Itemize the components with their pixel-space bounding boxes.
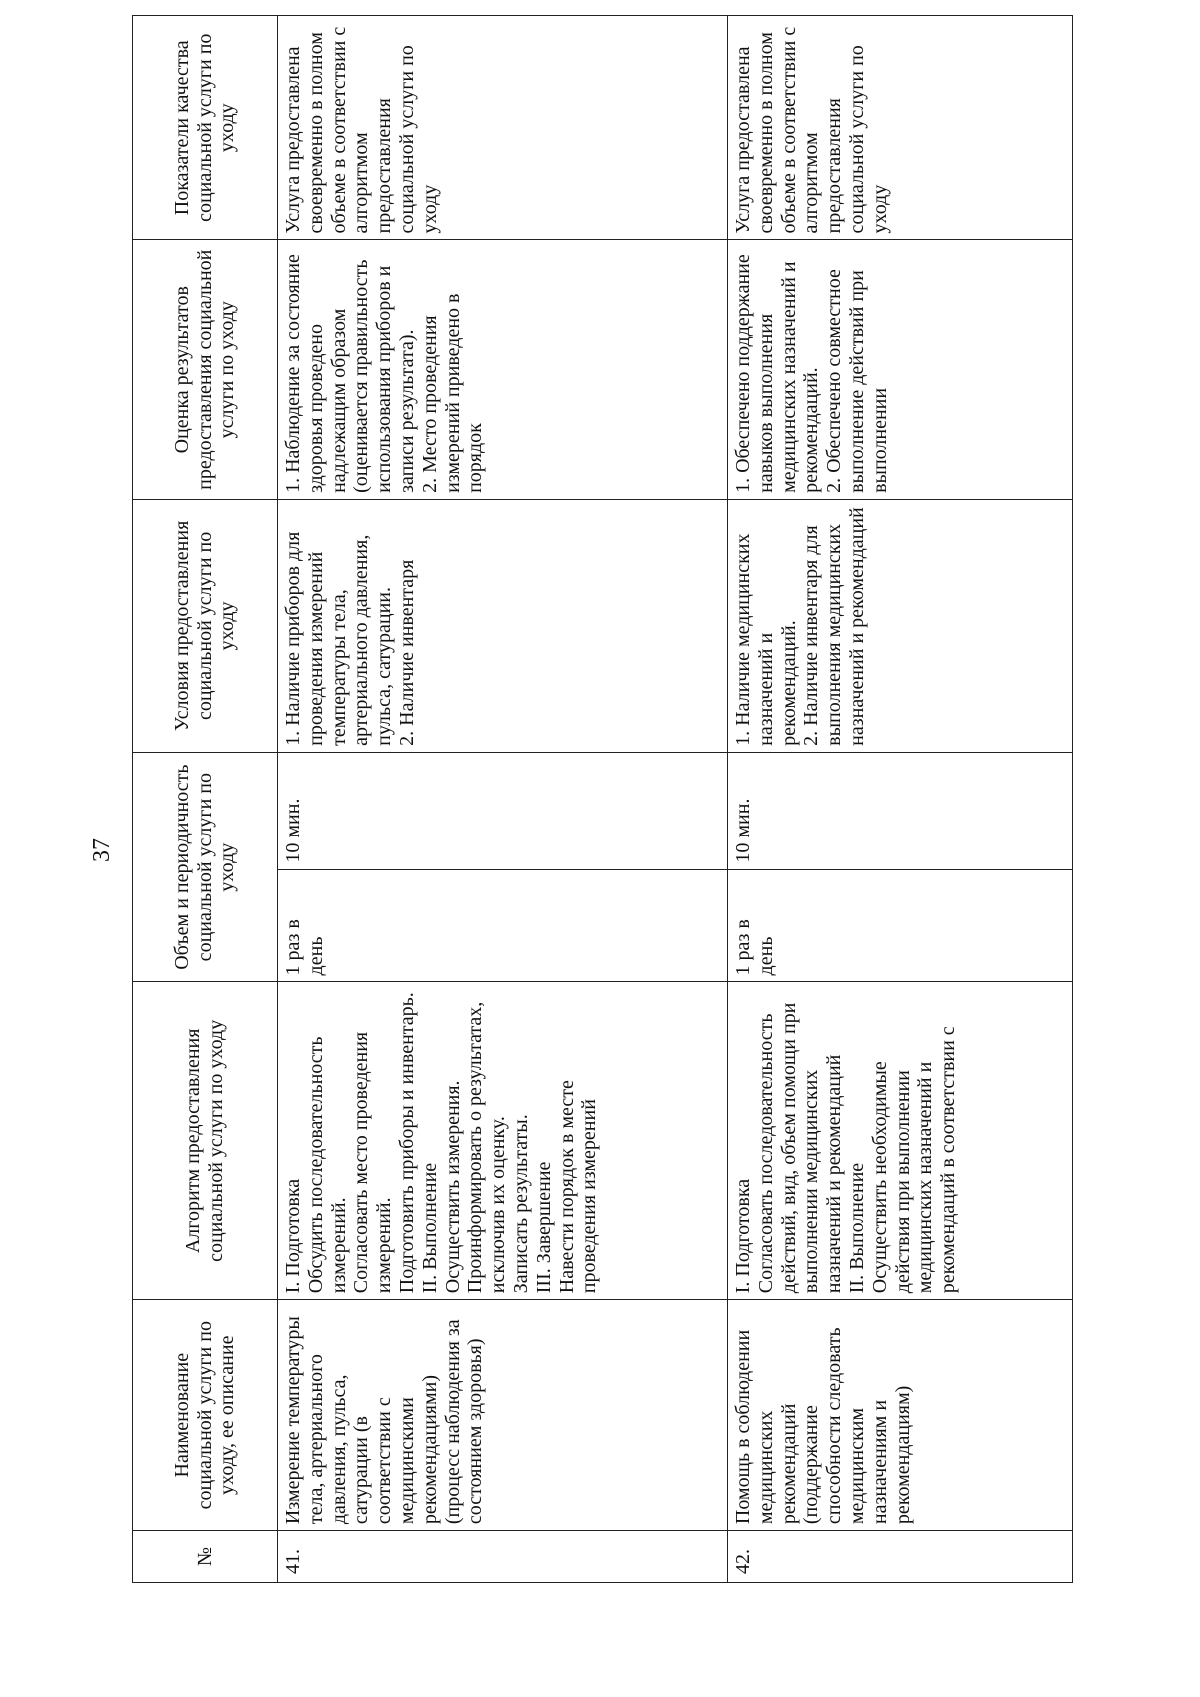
row-number: 42. xyxy=(728,1531,1073,1583)
quality-cell: Услуга предоставлена своевременно в полном объеме в соответствии с алгоритмом предоставления социальной услуги по уходу xyxy=(728,16,1073,241)
algorithm-line: Навести порядок в месте проведения измерений xyxy=(555,1080,601,1294)
header-algorithm: Алгоритм предоставления социальной услуги по уходу xyxy=(133,982,278,1300)
duration-cell: 10 мин. xyxy=(278,752,728,869)
evaluation-line: 2. Место проведения измерений приведено в порядок xyxy=(418,293,487,493)
frequency-cell: 1 раз в день xyxy=(728,869,1073,982)
algorithm-line: Записать результаты. xyxy=(509,1114,532,1294)
algorithm-line: Осуществить необходимые действия при выполнении медицинских назначений и рекомендаций в соответствии с xyxy=(868,1026,960,1294)
service-name: Измерение температуры тела, артериального давления, пульса, сатурации (в соответствии с медицинскими рекомендациями) (процесс наблюдения за состоянием здоровья) xyxy=(278,1300,728,1531)
evaluation-line: 2. Обеспечено совместное выполнение действий при выполнении xyxy=(823,269,891,493)
algorithm-line: I. Подготовка xyxy=(732,1178,754,1294)
algorithm-line: Обсудить последовательность измерений. xyxy=(304,1036,350,1294)
algorithm-line: III. Завершение xyxy=(532,1161,555,1294)
conditions-line: 1. Наличие медицинских назначений и рекомендаций. xyxy=(732,533,800,746)
algorithm-line: Согласовать место проведения измерений. xyxy=(350,1031,396,1294)
evaluation-cell xyxy=(728,240,1073,499)
table-row xyxy=(278,16,728,1583)
header-volume: Объем и периодичность социальной услуги по уходу xyxy=(133,752,278,982)
algorithm-cell xyxy=(728,982,1073,1300)
header-quality: Показатели качества социальной услуги по уходу xyxy=(133,16,278,241)
algorithm-line: II. Выполнение xyxy=(845,1162,868,1294)
service-name: Помощь в соблюдении медицинских рекомендаций (поддержание способности следовать медицинским назначениям и рекомендациям) xyxy=(728,1300,1073,1531)
evaluation-cell xyxy=(278,240,728,499)
algorithm-line: I. Подготовка xyxy=(282,1178,304,1294)
evaluation-line: 1. Обеспечено поддержание навыков выполнения медицинских назначений и рекомендаций. xyxy=(732,254,823,493)
conditions-cell xyxy=(728,499,1073,752)
frequency-cell: 1 раз в день xyxy=(278,869,728,982)
table-row xyxy=(728,16,1073,1583)
header-conditions: Условия предоставления социальной услуги по уходу xyxy=(133,499,278,752)
services-table xyxy=(132,15,1073,1583)
algorithm-line: Осуществить измерения. xyxy=(441,1080,464,1294)
page-number: 37 xyxy=(89,838,115,862)
conditions-line: 2. Наличие инвентаря для выполнения медицинских назначений и рекомендаций xyxy=(800,507,868,746)
evaluation-line: 1. Наблюдение за состояние здоровья проведено надлежащим образом (оценивается правильность использования приборов и записи результата). xyxy=(282,254,418,493)
algorithm-cell xyxy=(278,982,728,1300)
header-evaluation: Оценка результатов предоставления социальной услуги по уходу xyxy=(133,240,278,499)
header-num: № xyxy=(133,1531,278,1583)
row-number: 41. xyxy=(278,1531,728,1583)
algorithm-line: Подготовить приборы и инвентарь. xyxy=(395,992,418,1294)
quality-cell: Услуга предоставлена своевременно в полном объеме в соответствии с алгоритмом предоставления социальной услуги по уходу xyxy=(278,16,728,241)
conditions-line: 2. Наличие инвентаря xyxy=(395,559,418,746)
algorithm-line: II. Выполнение xyxy=(418,1162,441,1294)
rotated-page-content xyxy=(132,15,1072,1583)
header-row xyxy=(133,16,278,1583)
conditions-cell xyxy=(278,499,728,752)
conditions-line: 1. Наличие приборов для проведения измерений температуры тела, артериального давления, пульса, сатурации. xyxy=(282,531,396,746)
duration-cell: 10 мин. xyxy=(728,752,1073,869)
algorithm-line: Согласовать последовательность действий, вид, объем помощи при выполнении медицинских назначений и рекомендаций xyxy=(754,1002,846,1294)
algorithm-line: Проинформировать о результатах, исключив их оценку. xyxy=(464,1001,510,1294)
header-name: Наименование социальной услуги по уходу, ее описание xyxy=(133,1300,278,1531)
